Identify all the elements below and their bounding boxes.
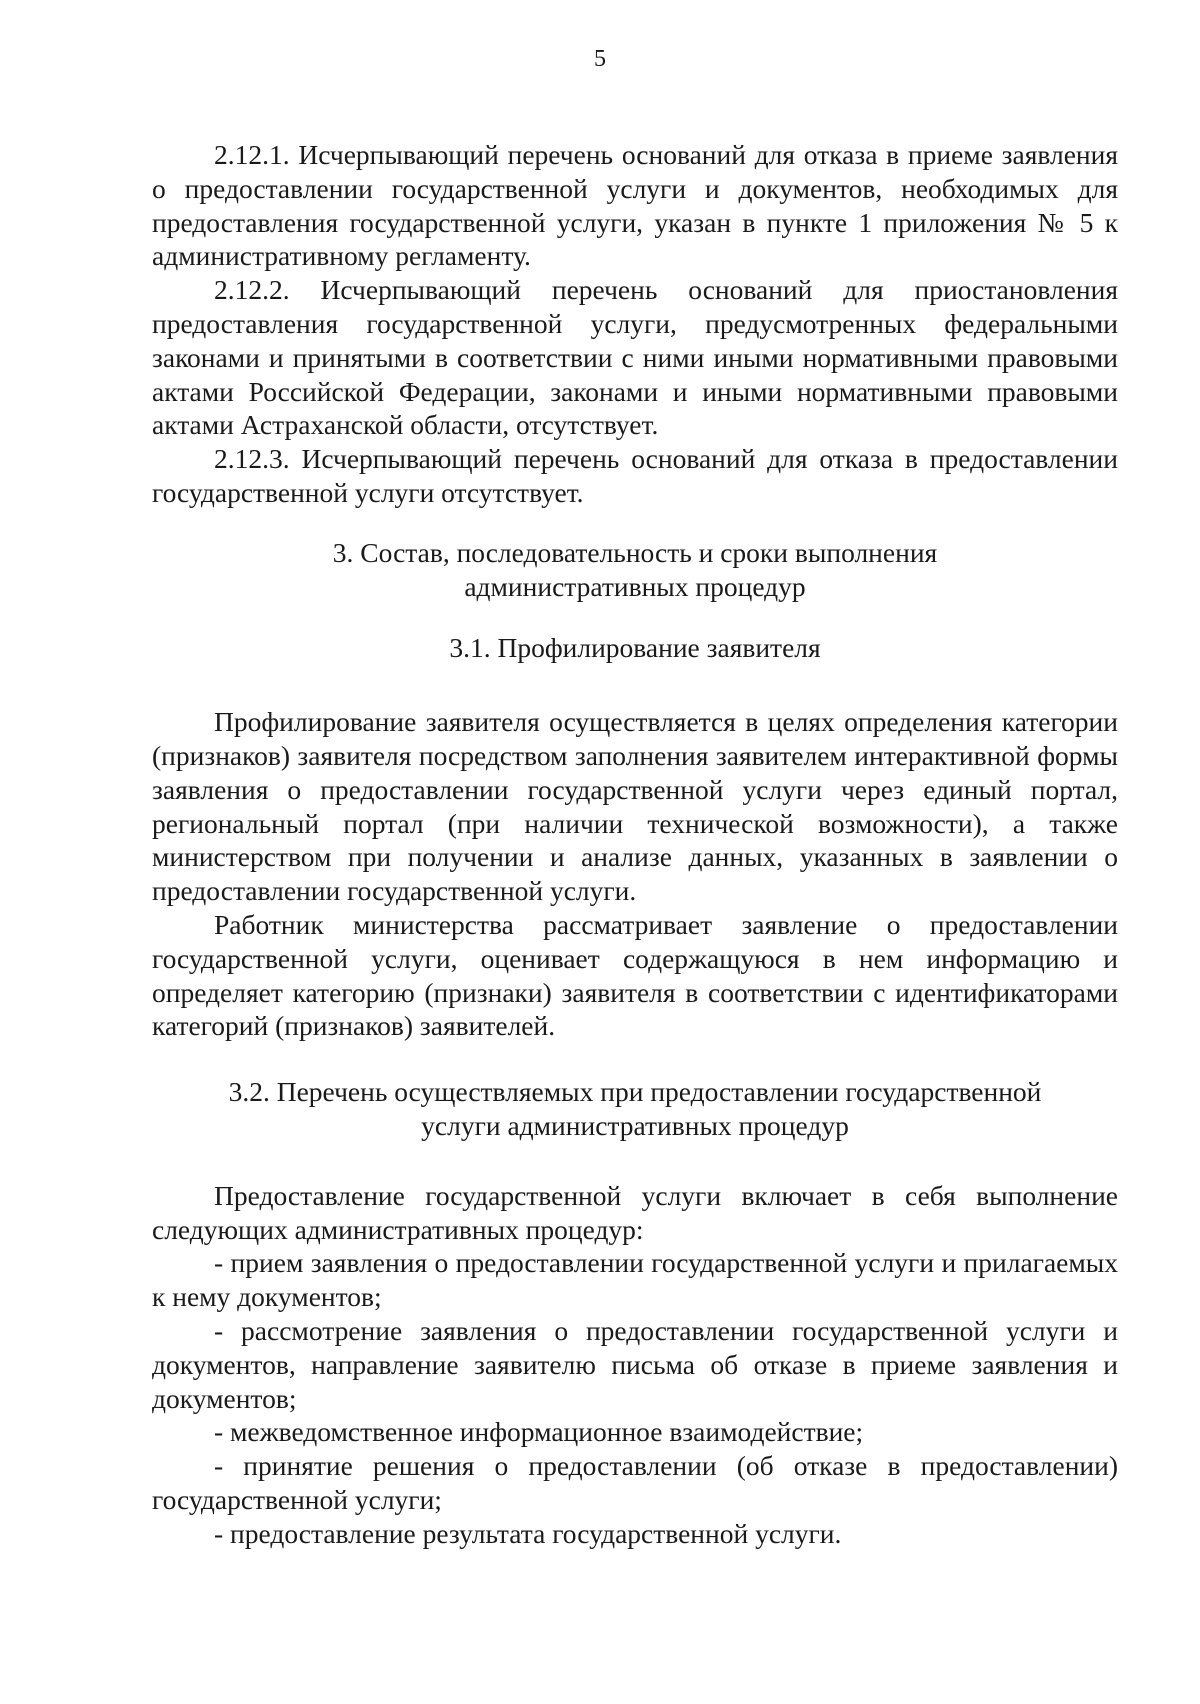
procedure-list-item: - межведомственное информационное взаимодействие;: [214, 1416, 864, 1448]
procedure-list-item: - рассмотрение заявления о предоставлении государственной услуги и документов, направление заявителю письма об отказе в приеме заявления и документов;: [152, 1314, 1118, 1414]
document-body: [152, 138, 1118, 1550]
section-3-2-heading-line1: 3.2. Перечень осуществляемых при предоставлении государственной: [228, 1076, 1042, 1108]
paragraph-2-12-1: 2.12.1. Исчерпывающий перечень оснований для отказа в приеме заявления о предоставлении государственной услуги и документов, необходимых для предоставления государственной услуги, указан в пункте 1 приложения № 5 к административному регламенту.: [152, 139, 1118, 272]
section-3-2-intro: Предоставление государственной услуги включает в себя выполнение следующих административных процедур:: [152, 1179, 1118, 1245]
section-3-2-heading-line2: услуги административных процедур: [421, 1109, 849, 1141]
procedure-list-item: - принятие решения о предоставлении (об отказе в предоставлении) государственной услуги;: [152, 1450, 1118, 1515]
procedure-list-item: - предоставление результата государственной услуги.: [214, 1517, 842, 1549]
page-number: 5: [594, 46, 606, 72]
section-3-1-paragraph-1: Профилирование заявителя осуществляется в целях определения категории (признаков) заявителя посредством заполнения заявителем интерактивной формы заявления о предоставлении государственной услуги через единый портал, региональный портал (при наличии технической возможности), а также министерством при получении и анализе данных, указанных в заявлении о предоставлении государственной услуги.: [152, 706, 1118, 907]
section-3-heading: [152, 536, 1118, 604]
section-3-heading-line2: административных процедур: [464, 570, 806, 602]
section-3-1-heading: 3.1. Профилирование заявителя: [449, 632, 821, 664]
paragraph-2-12-2: 2.12.2. Исчерпывающий перечень оснований для приостановления предоставления государственной услуги, предусмотренных федеральными законами и принятыми в соответствии с ними иными нормативными правовыми актами Российской Федерации, законами и иными нормативными правовыми актами Астраханской области, отсутствует.: [152, 274, 1118, 441]
procedure-list-item: - прием заявления о предоставлении государственной услуги и прилагаемых к нему документов;: [152, 1247, 1118, 1313]
section-3-2-heading: [152, 1075, 1118, 1143]
paragraph-2-12-3: 2.12.3. Исчерпывающий перечень оснований для отказа в предоставлении государственной услуги отсутствует.: [152, 443, 1118, 508]
section-3-1-paragraph-2: Работник министерства рассматривает заявление о предоставлении государственной услуги, оценивает содержащуюся в нем информацию и определяет категорию (признаки) заявителя в соответствии с идентификаторами категорий (признаков) заявителей.: [152, 908, 1118, 1042]
section-3-heading-line1: 3. Состав, последовательность и сроки выполнения: [332, 536, 938, 568]
